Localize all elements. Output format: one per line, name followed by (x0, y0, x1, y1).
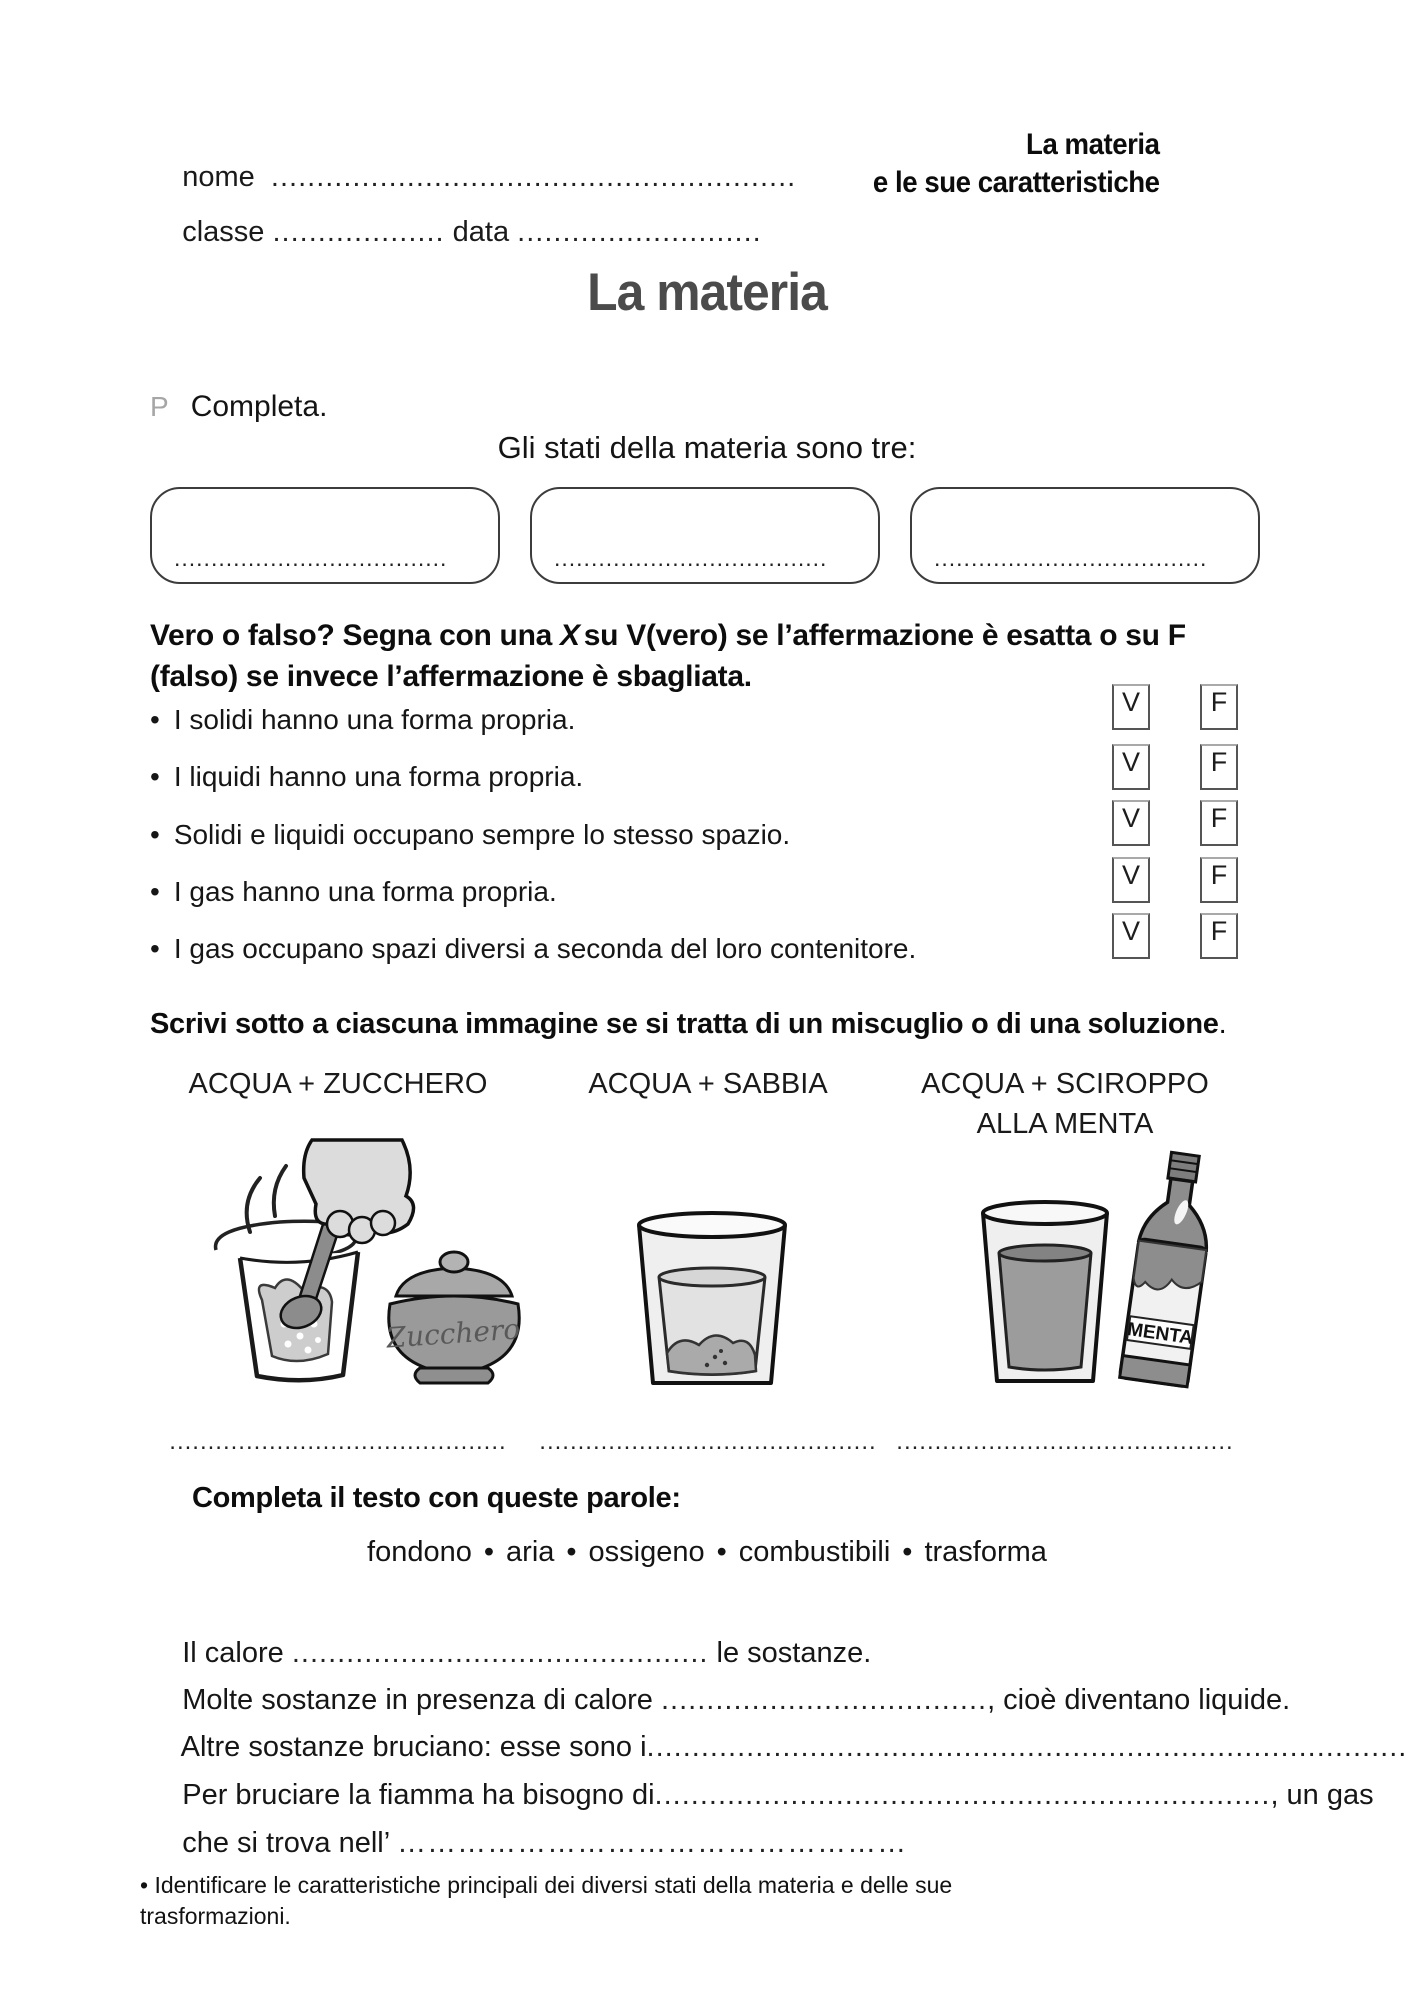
false-checkbox-4[interactable]: F (1200, 857, 1238, 903)
state-answer-box-2[interactable] (530, 487, 880, 584)
statement-row (150, 704, 575, 736)
bullet-icon: • (483, 1536, 495, 1568)
mixture-answer-field-1[interactable]: ............................................ (169, 1428, 507, 1455)
mixture-answer-3 (877, 1428, 1253, 1456)
bottle-label-text: MENTA (1125, 1319, 1195, 1350)
statement-text: I liquidi hanno una forma propria. (173, 761, 584, 792)
word-bank-word: ossigeno (588, 1536, 705, 1568)
finger (371, 1211, 395, 1235)
cloze-blank-field-1[interactable]: .............................................. (291, 1637, 709, 1669)
states-boxes-row (150, 487, 1260, 584)
cloze-line-2: Molte sostanze in presenza di calore ...................................., cioè diventano liquide. (182, 1684, 1291, 1716)
image-label: ACQUA + SABBIA (588, 1068, 828, 1100)
vf-checkbox-pair-5 (1112, 913, 1238, 959)
states-prompt: Gli stati della materia sono tre: (497, 430, 917, 465)
cloze-instruction: Completa il testo con queste parole: (192, 1482, 681, 1514)
unit-title-line2: e le sue caratteristiche (873, 166, 1160, 199)
true-checkbox-2[interactable]: V (1112, 744, 1150, 790)
word-bank-word: trasforma (924, 1536, 1047, 1568)
false-checkbox-1[interactable]: F (1200, 684, 1238, 730)
mixture-instruction: Scrivi sotto a ciascuna immagine se si tratta di un miscuglio o di una soluzione. (150, 1008, 1227, 1040)
bullet-icon: • (902, 1536, 913, 1568)
vf-checkbox-pair-4 (1112, 857, 1238, 903)
false-checkbox-2[interactable]: F (1200, 744, 1238, 790)
unit-title (873, 126, 1160, 202)
date-label: data (452, 216, 510, 248)
exercise1-header (150, 390, 327, 424)
bullet-icon: • (150, 761, 160, 792)
cloze-blank-field-3[interactable]: ................................................................................... (646, 1731, 1399, 1763)
bullet-icon: • (566, 1536, 577, 1568)
image-label-col-2 (520, 1064, 896, 1104)
statement-text: I gas occupano spazi diversi a seconda del loro contenitore. (173, 933, 917, 964)
mixture-answer-field-2[interactable]: ............................................ (539, 1428, 877, 1455)
true-checkbox-4[interactable]: V (1112, 857, 1150, 903)
state-answer-field-3[interactable]: ..................................... (934, 545, 1208, 571)
statement-row (150, 761, 583, 793)
sugar-jar-label: Zucchero (385, 1312, 522, 1355)
class-label: classe (182, 216, 265, 248)
bullet-icon: • (140, 1872, 149, 1898)
glass-rim (983, 1202, 1107, 1224)
statement-row (150, 819, 790, 851)
class-blank-field[interactable]: ................... (272, 216, 445, 248)
word-bank-word: aria (506, 1536, 555, 1568)
exercise-marker-icon: P (150, 391, 169, 422)
page-title: La materia (587, 263, 827, 322)
cloze-line-1: Il calore .............................................. le sostanze. (182, 1637, 872, 1669)
false-checkbox-5[interactable]: F (1200, 913, 1238, 959)
image-label-col-1 (150, 1064, 526, 1104)
mixture-answer-1 (150, 1428, 526, 1456)
glass-rim (639, 1213, 785, 1237)
sugar-jar-knob (440, 1252, 468, 1272)
vf-checkbox-pair-2 (1112, 744, 1238, 790)
statement-text: I solidi hanno una forma propria. (173, 704, 576, 735)
water-surface (659, 1268, 765, 1286)
word-bank-word: combustibili (738, 1536, 891, 1568)
bullet-icon: • (150, 933, 160, 964)
cloze-line-3: Altre sostanze bruciano: esse sono i.................................................................................... (180, 1731, 1407, 1763)
syrup-liquid (999, 1253, 1091, 1370)
sand-mound (667, 1335, 756, 1374)
name-label: nome (182, 161, 255, 193)
image-label: ACQUA + ZUCCHERO (188, 1068, 488, 1100)
cloze-blank-field-2[interactable]: .................................... (661, 1684, 988, 1716)
state-answer-box-1[interactable] (150, 487, 500, 584)
cloze-blank-field-4[interactable]: .................................................................... (654, 1779, 1271, 1811)
bullet-icon: • (716, 1536, 727, 1568)
sugar-jar-base (415, 1368, 493, 1383)
image-label: ACQUA + SCIROPPO (921, 1068, 1209, 1100)
statement-row (150, 933, 916, 965)
bullet-icon: • (150, 876, 160, 907)
mixture-answer-field-3[interactable]: ............................................ (896, 1428, 1234, 1455)
date-blank-field[interactable]: ........................... (517, 216, 762, 248)
true-checkbox-3[interactable]: V (1112, 800, 1150, 846)
true-false-instruction: Vero o falso? Segna con una X su V(vero) se l’affermazione è esatta o su F (falso) se invece l’affermazione è sbagliata. (150, 619, 1186, 693)
statement-text: Solidi e liquidi occupano sempre lo stesso spazio. (173, 819, 791, 850)
true-checkbox-1[interactable]: V (1112, 684, 1150, 730)
liquid-surface (999, 1245, 1091, 1261)
statement-text: I gas hanno una forma propria. (173, 876, 557, 907)
exercise1-instruction: Completa. (190, 390, 328, 423)
unit-title-line1: La materia (1026, 128, 1160, 161)
cloze-line-5: che si trova nell’ …………………………………………… (182, 1827, 908, 1859)
vf-checkbox-pair-3 (1112, 800, 1238, 846)
mixture-answer-2 (520, 1428, 896, 1456)
bottle-icon (1120, 1150, 1215, 1387)
vf-checkbox-pair-1 (1112, 684, 1238, 730)
true-checkbox-5[interactable]: V (1112, 913, 1150, 959)
learning-objective (140, 1870, 1070, 1932)
state-answer-field-2[interactable]: ..................................... (554, 545, 828, 571)
state-answer-field-1[interactable]: ..................................... (174, 545, 448, 571)
word-bank-word: fondono (367, 1536, 472, 1568)
name-blank-field[interactable]: .......................................................... (270, 161, 797, 193)
sand-glass-illustration (627, 1205, 797, 1395)
image-label-col-3 (877, 1064, 1253, 1144)
word-bank (0, 1536, 1414, 1569)
state-answer-box-3[interactable] (910, 487, 1260, 584)
x-mark: X (560, 619, 580, 652)
bullet-icon: • (150, 704, 160, 735)
learning-objective-text: Identificare le caratteristiche principali dei diversi stati della materia e delle sue trasformazioni. (140, 1872, 953, 1929)
states-prompt-line (0, 430, 1414, 466)
stirring-glass-sugar-illustration (182, 1138, 530, 1396)
statement-row (150, 876, 557, 908)
image-label-line2: ALLA MENTA (976, 1108, 1154, 1140)
cloze-blank-field-5[interactable]: …………………………………………… (397, 1827, 908, 1859)
motion-arc-icon (274, 1166, 286, 1216)
cloze-line-4: Per bruciare la fiamma ha bisogno di...................................................................., un gas (182, 1779, 1374, 1811)
mint-syrup-illustration (975, 1145, 1215, 1405)
false-checkbox-3[interactable]: F (1200, 800, 1238, 846)
bullet-icon: • (150, 819, 160, 850)
